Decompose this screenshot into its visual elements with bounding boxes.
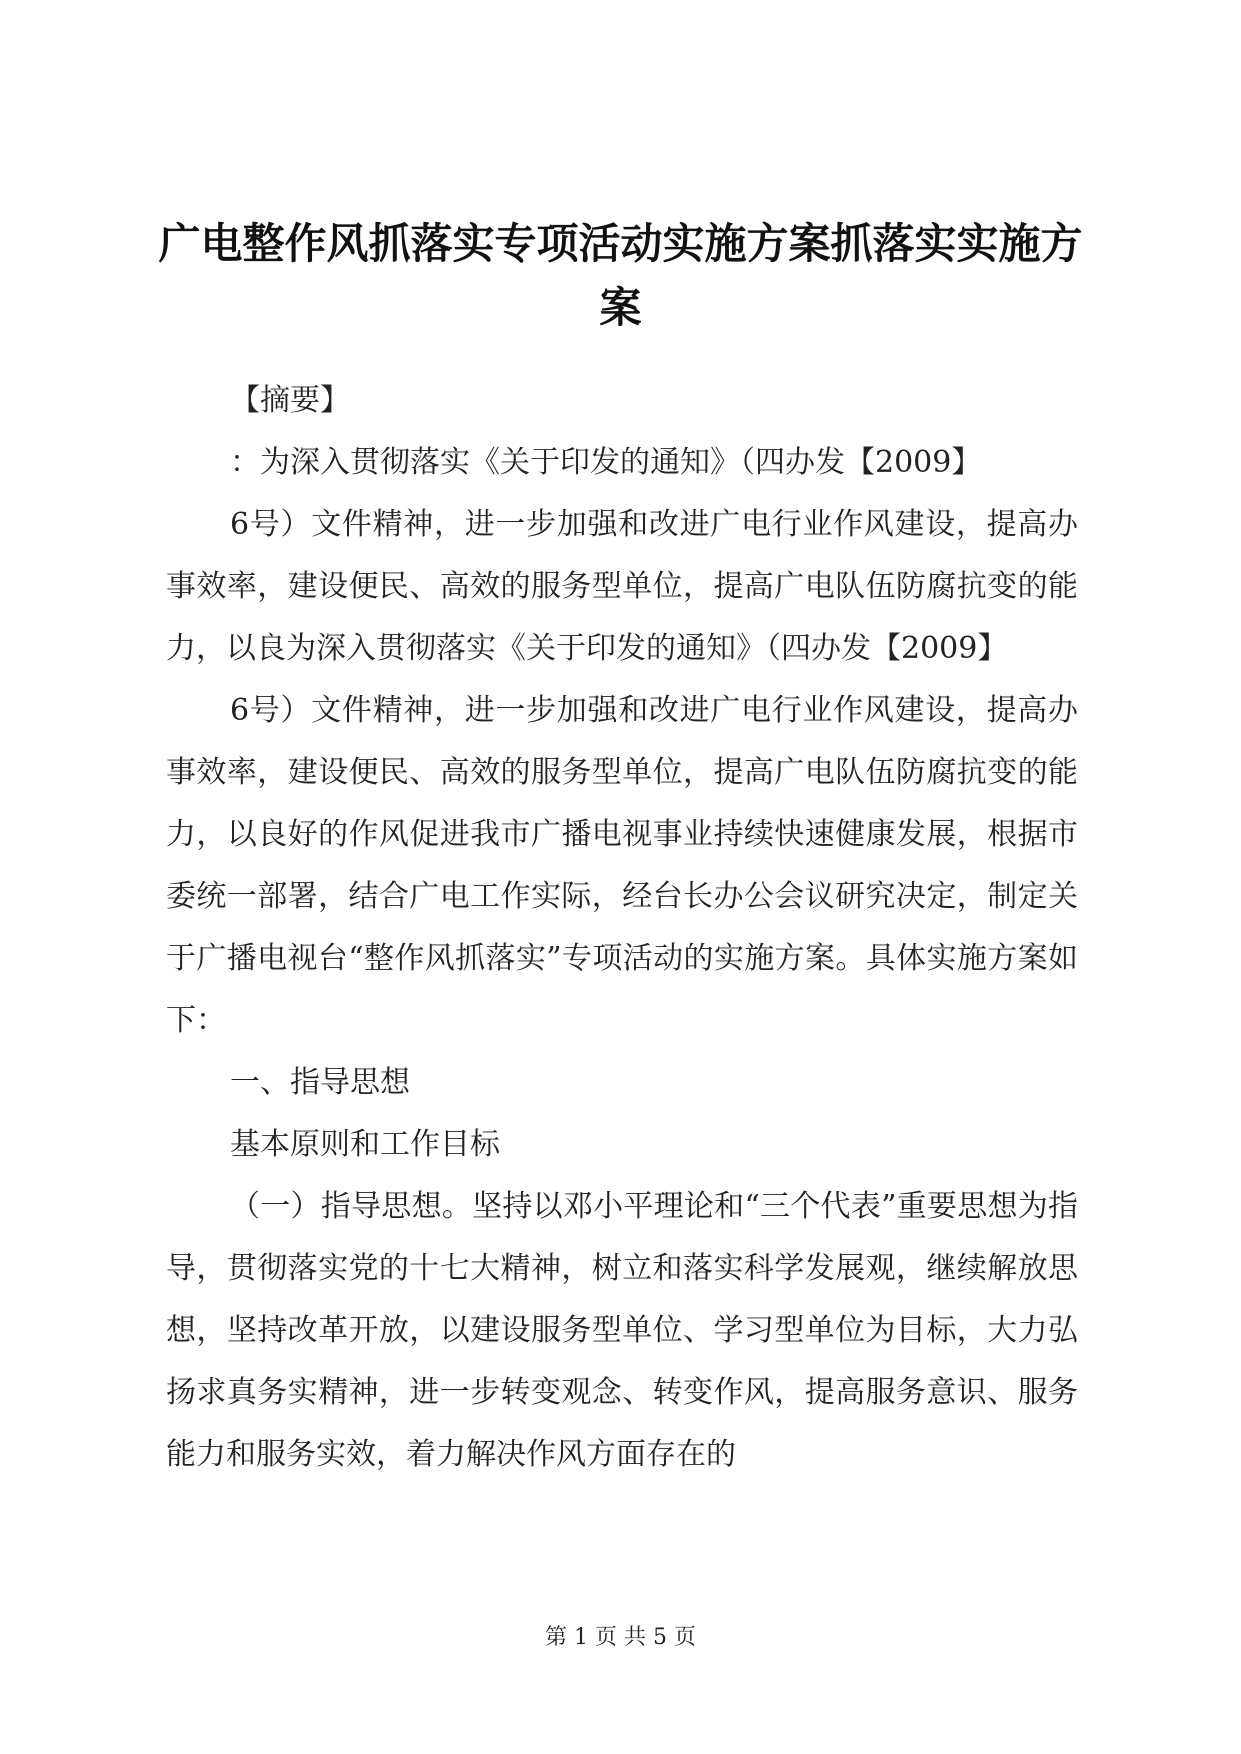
section-heading-1: 一、指导思想 bbox=[230, 1065, 410, 1100]
paragraph-guiding-thought: （一）指导思想。坚持以邓小平理论和“三个代表”重要思想为指导，贯彻落实党的十七大精神，树立和落实科学发展观，继续解放思想，坚持改革开放，以建设服务型单位、学习型单位为目标，大力弘扬求真务实精神，进一步转变观念、转变作风，提高服务意识、服务能力和服务实效，着力解决作风方面存在的 bbox=[166, 1189, 1078, 1472]
section-subheading: 基本原则和工作目标 bbox=[230, 1127, 500, 1162]
paragraph-1: ：为深入贯彻落实《关于印发的通知》（四办发【2009】 bbox=[230, 445, 982, 480]
paragraph-3: 6号）文件精神，进一步加强和改进广电行业作风建设，提高办事效率，建设便民、高效的服务型单位，提高广电队伍防腐抗变的能力，以良好的作风促进我市广播电视事业持续快速健康发展，根据市委统一部署，结合广电工作实际，经台长办公会议研究决定，制定关于广播电视台“整作风抓落实”专项活动的实施方案。具体实施方案如下： bbox=[166, 693, 1078, 1038]
page-footer: 第 1 页 共 5 页 bbox=[545, 1625, 696, 1650]
document-body bbox=[166, 370, 1078, 1486]
document-title: 广电整作风抓落实专项活动实施方案抓落实实施方案 bbox=[158, 219, 1083, 332]
paragraph-2: 6号）文件精神，进一步加强和改进广电行业作风建设，提高办事效率，建设便民、高效的服务型单位，提高广电队伍防腐抗变的能力，以良为深入贯彻落实《关于印发的通知》（四办发【2009】 bbox=[166, 507, 1078, 666]
abstract-heading: 【摘要】 bbox=[230, 383, 350, 418]
